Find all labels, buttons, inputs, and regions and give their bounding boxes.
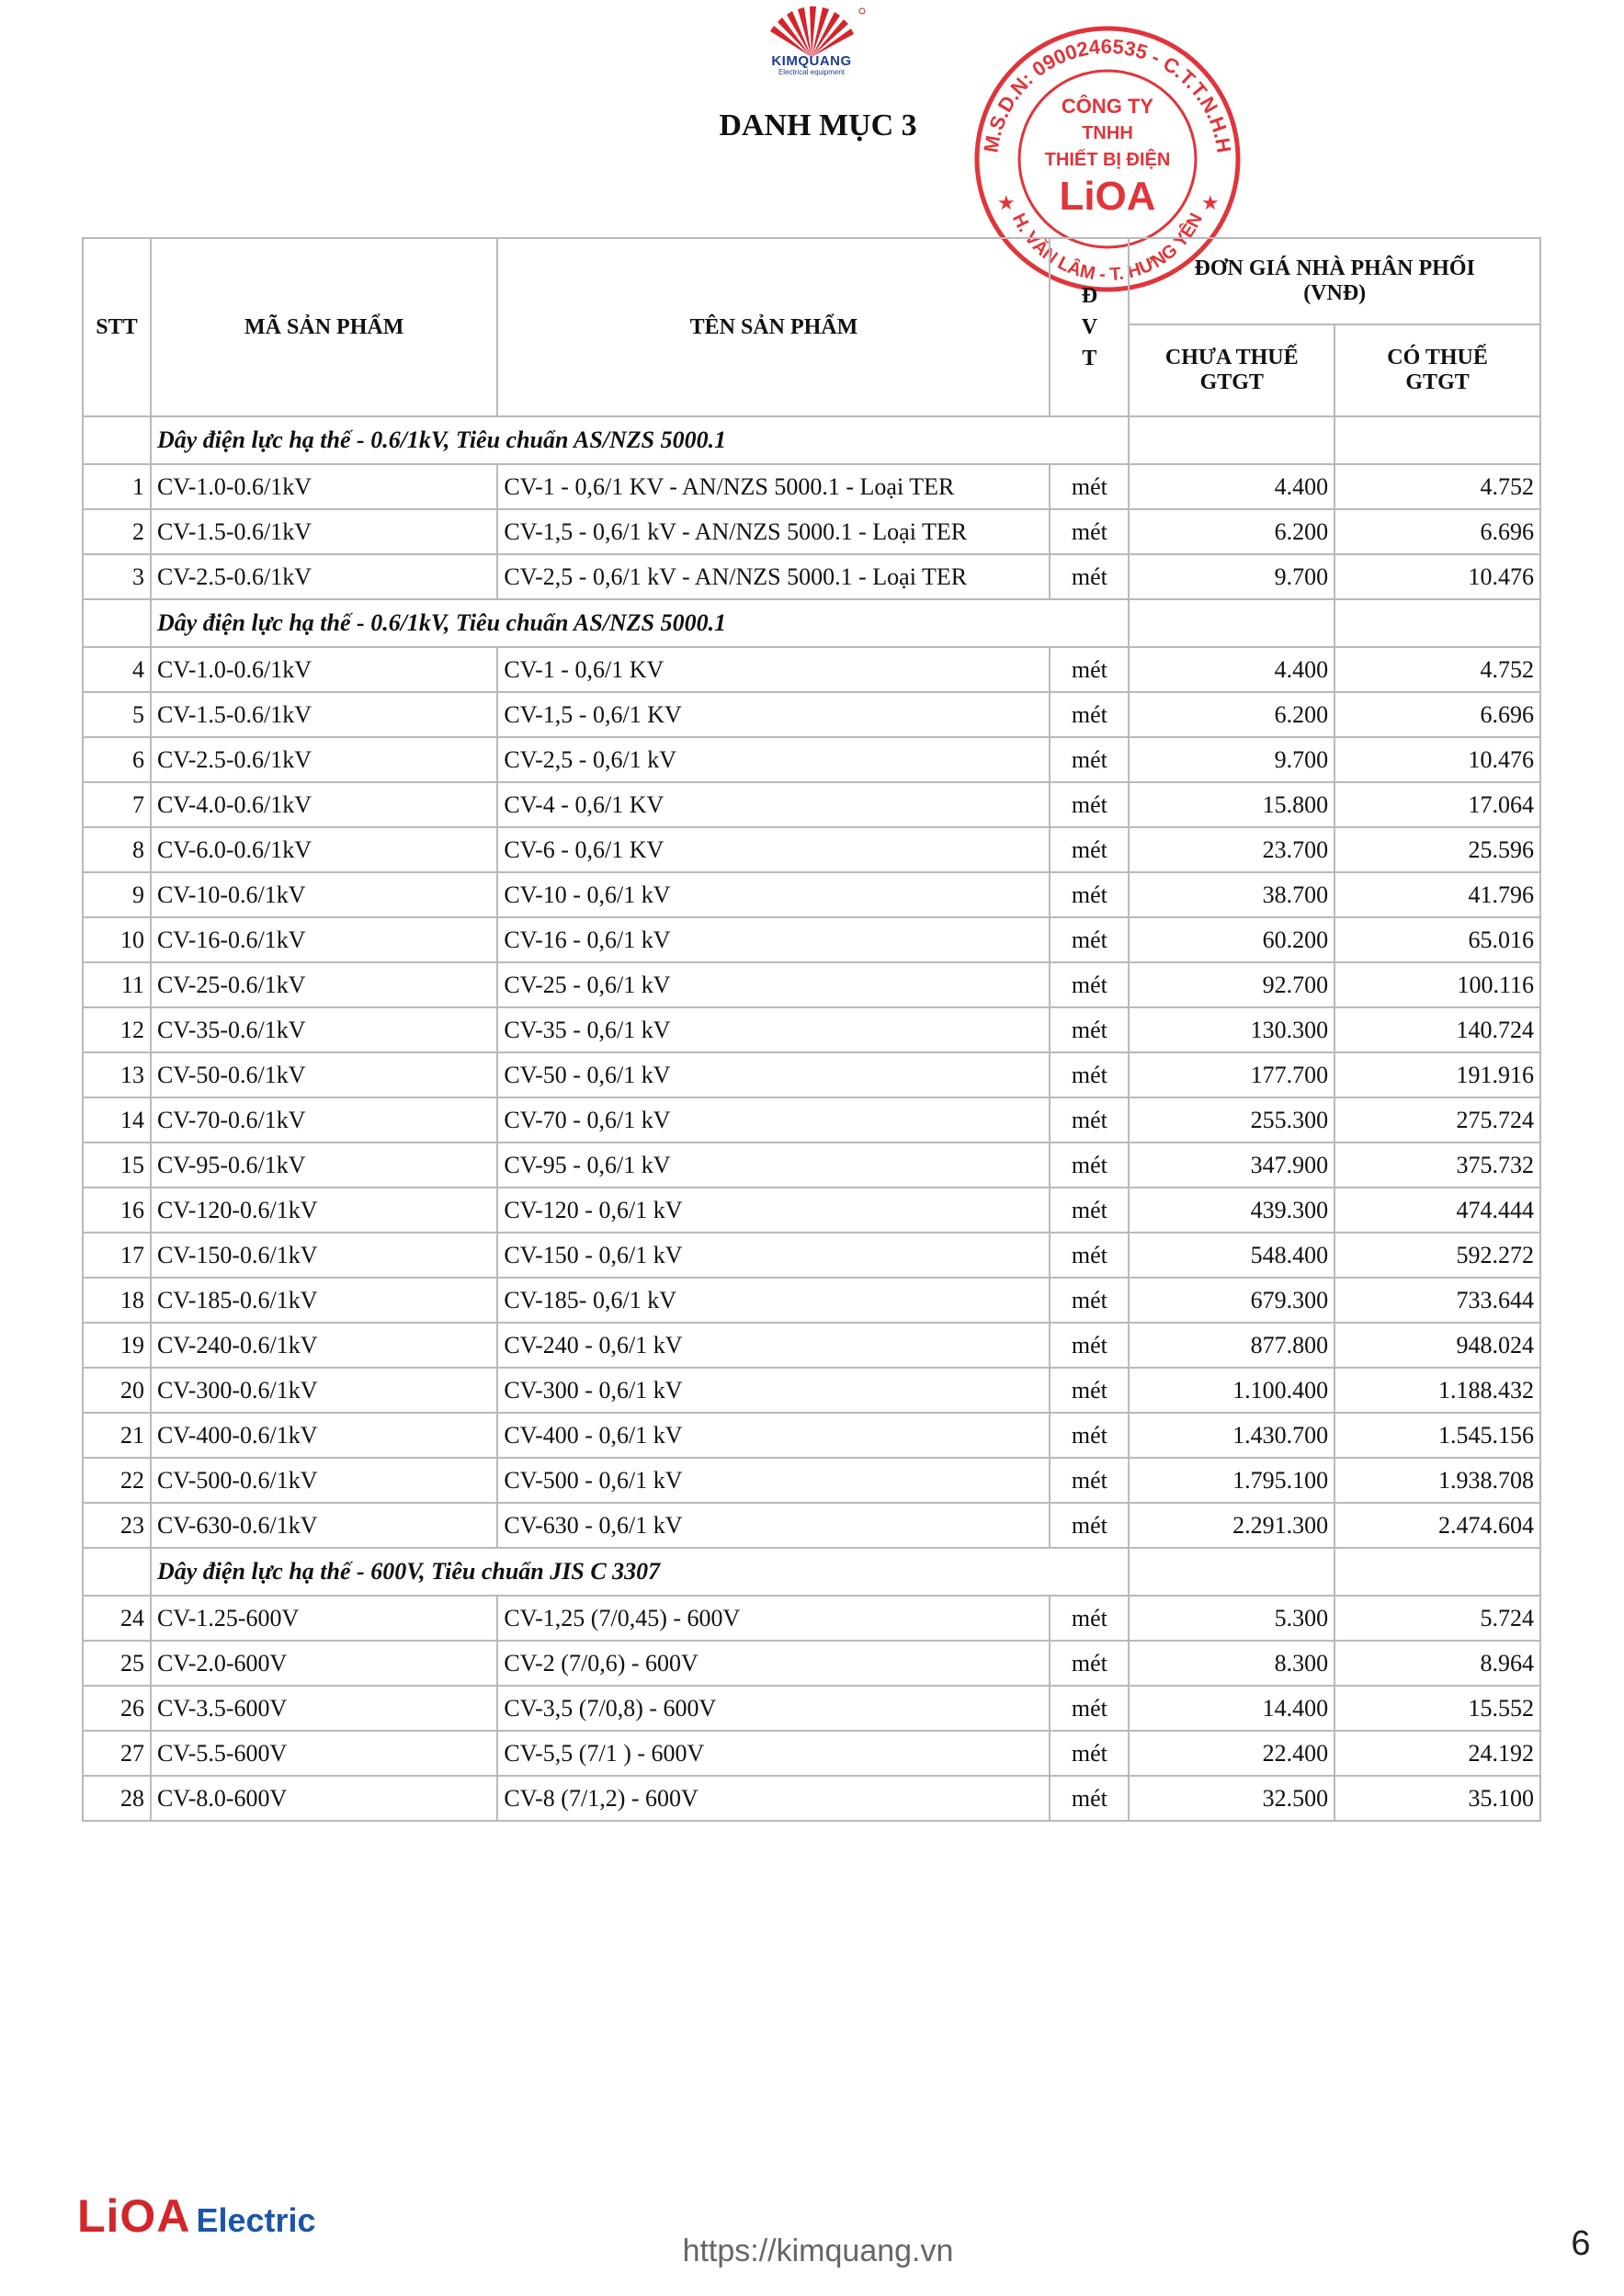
footer-url: https://kimquang.vn — [682, 2233, 954, 2268]
cell-name: CV-2,5 - 0,6/1 kV — [497, 737, 1050, 782]
cell-price-ex: 255.300 — [1129, 1097, 1334, 1142]
cell-code: CV-150-0.6/1kV — [151, 1233, 497, 1278]
cell-price-ex: 5.300 — [1129, 1596, 1334, 1641]
cell-unit: mét — [1050, 1368, 1129, 1413]
cell-stt: 27 — [83, 1731, 151, 1776]
cell-unit: mét — [1050, 782, 1129, 827]
cell-code: CV-1.25-600V — [151, 1596, 497, 1641]
cell-stt: 18 — [83, 1278, 151, 1323]
cell-name: CV-50 - 0,6/1 kV — [497, 1052, 1050, 1097]
cell-unit: mét — [1050, 1596, 1129, 1641]
cell-price-ex: 14.400 — [1129, 1686, 1334, 1731]
cell-unit: mét — [1050, 1278, 1129, 1323]
section-empty-cell — [1129, 416, 1334, 464]
cell-code: CV-70-0.6/1kV — [151, 1097, 497, 1142]
cell-name: CV-500 - 0,6/1 kV — [497, 1458, 1050, 1503]
cell-price-ex: 9.700 — [1129, 737, 1334, 782]
cell-stt: 2 — [83, 509, 151, 554]
section-empty-cell — [1334, 416, 1540, 464]
cell-stt: 11 — [83, 962, 151, 1007]
col-header-unit-line1: Đ — [1081, 284, 1098, 308]
table-row — [83, 1007, 1540, 1052]
cell-code: CV-5.5-600V — [151, 1731, 497, 1776]
cell-code: CV-400-0.6/1kV — [151, 1413, 497, 1458]
section-row — [83, 1548, 1540, 1596]
cell-name: CV-70 - 0,6/1 kV — [497, 1097, 1050, 1142]
cell-name: CV-5,5 (7/1 ) - 600V — [497, 1731, 1050, 1776]
cell-unit: mét — [1050, 1052, 1129, 1097]
cell-stt: 22 — [83, 1458, 151, 1503]
cell-price-ex: 679.300 — [1129, 1278, 1334, 1323]
cell-price-inc: 6.696 — [1334, 692, 1540, 737]
cell-name: CV-2,5 - 0,6/1 kV - AN/NZS 5000.1 - Loại TER — [497, 554, 1050, 599]
cell-stt: 8 — [83, 827, 151, 872]
cell-code: CV-630-0.6/1kV — [151, 1503, 497, 1548]
cell-price-ex: 32.500 — [1129, 1776, 1334, 1821]
cell-price-ex: 22.400 — [1129, 1731, 1334, 1776]
cell-stt: 5 — [83, 692, 151, 737]
col-header-unit — [1050, 238, 1129, 416]
cell-price-ex: 23.700 — [1129, 827, 1334, 872]
cell-price-ex: 1.795.100 — [1129, 1458, 1334, 1503]
cell-unit: mét — [1050, 509, 1129, 554]
table-row — [83, 1641, 1540, 1686]
section-empty-cell — [1334, 599, 1540, 647]
cell-unit: mét — [1050, 464, 1129, 509]
table-row — [83, 1052, 1540, 1097]
cell-code: CV-4.0-0.6/1kV — [151, 782, 497, 827]
kimquang-fan-icon — [752, 4, 871, 59]
cell-unit: mét — [1050, 917, 1129, 962]
svg-text:★: ★ — [997, 191, 1016, 214]
cell-stt: 3 — [83, 554, 151, 599]
cell-price-inc: 474.444 — [1334, 1188, 1540, 1233]
col-header-stt: STT — [83, 238, 151, 416]
table-row — [83, 782, 1540, 827]
col-header-name: TÊN SẢN PHẨM — [497, 238, 1050, 416]
cell-unit: mét — [1050, 554, 1129, 599]
cell-name: CV-4 - 0,6/1 KV — [497, 782, 1050, 827]
cell-price-inc: 24.192 — [1334, 1731, 1540, 1776]
cell-price-ex: 177.700 — [1129, 1052, 1334, 1097]
col-header-price-ex-line2: GTGT — [1199, 370, 1264, 394]
svg-text:TNHH: TNHH — [1082, 123, 1133, 143]
brand-electric: Electric — [196, 2201, 316, 2239]
cell-price-inc: 375.732 — [1334, 1142, 1540, 1188]
cell-code: CV-50-0.6/1kV — [151, 1052, 497, 1097]
cell-code: CV-300-0.6/1kV — [151, 1368, 497, 1413]
cell-price-inc: 1.188.432 — [1334, 1368, 1540, 1413]
table-row — [83, 509, 1540, 554]
svg-text:M.S.D.N: 0900246535 - C.T.T.N.: M.S.D.N: 0900246535 - C.T.T.N.H.H — [979, 34, 1236, 154]
cell-stt: 28 — [83, 1776, 151, 1821]
section-empty-cell — [1129, 1548, 1334, 1596]
cell-code: CV-25-0.6/1kV — [151, 962, 497, 1007]
cell-price-inc: 41.796 — [1334, 872, 1540, 917]
cell-code: CV-185-0.6/1kV — [151, 1278, 497, 1323]
cell-unit: mét — [1050, 1097, 1129, 1142]
cell-unit: mét — [1050, 1323, 1129, 1368]
cell-name: CV-10 - 0,6/1 kV — [497, 872, 1050, 917]
table-row — [83, 827, 1540, 872]
col-header-price-ex-line1: CHƯA THUẾ — [1164, 346, 1299, 369]
section-empty-cell — [83, 1548, 151, 1596]
cell-stt: 20 — [83, 1368, 151, 1413]
table-row — [83, 917, 1540, 962]
cell-stt: 25 — [83, 1641, 151, 1686]
cell-price-ex: 347.900 — [1129, 1142, 1334, 1188]
cell-unit: mét — [1050, 1458, 1129, 1503]
section-row — [83, 416, 1540, 464]
table-row — [83, 1142, 1540, 1188]
col-header-price-inc-line1: CÓ THUẾ — [1387, 346, 1488, 369]
cell-price-ex: 1.100.400 — [1129, 1368, 1334, 1413]
svg-text:H. VĂN LÂM - T. HƯNG YÊN: H. VĂN LÂM - T. HƯNG YÊN — [1007, 210, 1208, 286]
col-header-price-group: ĐƠN GIÁ NHÀ PHÂN PHỐI (VNĐ) — [1129, 238, 1540, 324]
cell-unit: mét — [1050, 1188, 1129, 1233]
cell-price-ex: 8.300 — [1129, 1641, 1334, 1686]
table-row — [83, 692, 1540, 737]
cell-unit: mét — [1050, 872, 1129, 917]
table-header-row — [83, 238, 1540, 324]
cell-unit: mét — [1050, 1686, 1129, 1731]
cell-code: CV-1.5-0.6/1kV — [151, 509, 497, 554]
cell-name: CV-35 - 0,6/1 kV — [497, 1007, 1050, 1052]
cell-price-ex: 439.300 — [1129, 1188, 1334, 1233]
table-row — [83, 554, 1540, 599]
svg-text:★: ★ — [1201, 191, 1220, 214]
logo-text: KIMQUANG — [771, 53, 852, 69]
cell-stt: 1 — [83, 464, 151, 509]
cell-name: CV-6 - 0,6/1 KV — [497, 827, 1050, 872]
cell-price-inc: 4.752 — [1334, 647, 1540, 692]
cell-price-inc: 275.724 — [1334, 1097, 1540, 1142]
cell-price-ex: 6.200 — [1129, 692, 1334, 737]
svg-text:THIẾT BỊ ĐIỆN: THIẾT BỊ ĐIỆN — [1044, 150, 1171, 170]
cell-code: CV-95-0.6/1kV — [151, 1142, 497, 1188]
cell-price-inc: 1.938.708 — [1334, 1458, 1540, 1503]
table-row — [83, 1731, 1540, 1776]
section-empty-cell — [1129, 599, 1334, 647]
cell-stt: 9 — [83, 872, 151, 917]
table-row — [83, 1503, 1540, 1548]
page-number: 6 — [1571, 2224, 1591, 2263]
section-row — [83, 599, 1540, 647]
section-label: Dây điện lực hạ thế - 0.6/1kV, Tiêu chuẩn AS/NZS 5000.1 — [151, 599, 1129, 647]
cell-price-inc: 10.476 — [1334, 737, 1540, 782]
cell-stt: 23 — [83, 1503, 151, 1548]
cell-name: CV-630 - 0,6/1 kV — [497, 1503, 1050, 1548]
table-row — [83, 737, 1540, 782]
cell-code: CV-120-0.6/1kV — [151, 1188, 497, 1233]
cell-stt: 15 — [83, 1142, 151, 1188]
cell-unit: mét — [1050, 1413, 1129, 1458]
cell-name: CV-3,5 (7/0,8) - 600V — [497, 1686, 1050, 1731]
cell-unit: mét — [1050, 1233, 1129, 1278]
cell-price-ex: 92.700 — [1129, 962, 1334, 1007]
cell-price-ex: 2.291.300 — [1129, 1503, 1334, 1548]
cell-name: CV-95 - 0,6/1 kV — [497, 1142, 1050, 1188]
cell-code: CV-35-0.6/1kV — [151, 1007, 497, 1052]
cell-price-inc: 65.016 — [1334, 917, 1540, 962]
cell-code: CV-240-0.6/1kV — [151, 1323, 497, 1368]
table-row — [83, 1233, 1540, 1278]
cell-stt: 17 — [83, 1233, 151, 1278]
cell-price-ex: 130.300 — [1129, 1007, 1334, 1052]
cell-price-inc: 17.064 — [1334, 782, 1540, 827]
cell-stt: 13 — [83, 1052, 151, 1097]
cell-code: CV-2.5-0.6/1kV — [151, 737, 497, 782]
cell-name: CV-2 (7/0,6) - 600V — [497, 1641, 1050, 1686]
cell-stt: 19 — [83, 1323, 151, 1368]
cell-price-inc: 6.696 — [1334, 509, 1540, 554]
cell-name: CV-8 (7/1,2) - 600V — [497, 1776, 1050, 1821]
cell-unit: mét — [1050, 647, 1129, 692]
section-label: Dây điện lực hạ thế - 0.6/1kV, Tiêu chuẩn AS/NZS 5000.1 — [151, 416, 1129, 464]
cell-price-inc: 948.024 — [1334, 1323, 1540, 1368]
cell-price-ex: 4.400 — [1129, 647, 1334, 692]
cell-unit: mét — [1050, 1503, 1129, 1548]
cell-price-ex: 9.700 — [1129, 554, 1334, 599]
cell-price-ex: 877.800 — [1129, 1323, 1334, 1368]
svg-text:CÔNG TY: CÔNG TY — [1061, 95, 1154, 118]
cell-price-inc: 100.116 — [1334, 962, 1540, 1007]
col-header-code: MÃ SẢN PHẨM — [151, 238, 497, 416]
cell-stt: 16 — [83, 1188, 151, 1233]
col-header-unit-line2: V — [1081, 315, 1098, 339]
cell-price-inc: 4.752 — [1334, 464, 1540, 509]
cell-price-inc: 1.545.156 — [1334, 1413, 1540, 1458]
cell-stt: 6 — [83, 737, 151, 782]
cell-unit: mét — [1050, 1776, 1129, 1821]
cell-name: CV-120 - 0,6/1 kV — [497, 1188, 1050, 1233]
cell-name: CV-300 - 0,6/1 kV — [497, 1368, 1050, 1413]
table-body — [83, 416, 1540, 1821]
cell-stt: 12 — [83, 1007, 151, 1052]
table-row — [83, 1188, 1540, 1233]
cell-name: CV-1,25 (7/0,45) - 600V — [497, 1596, 1050, 1641]
col-header-price-inc-line2: GTGT — [1405, 370, 1470, 394]
table-row — [83, 1776, 1540, 1821]
section-label: Dây điện lực hạ thế - 600V, Tiêu chuẩn JIS C 3307 — [151, 1548, 1129, 1596]
cell-name: CV-400 - 0,6/1 kV — [497, 1413, 1050, 1458]
svg-text:LiOA: LiOA — [1059, 174, 1156, 219]
cell-name: CV-150 - 0,6/1 kV — [497, 1233, 1050, 1278]
cell-price-inc: 140.724 — [1334, 1007, 1540, 1052]
cell-stt: 14 — [83, 1097, 151, 1142]
cell-code: CV-16-0.6/1kV — [151, 917, 497, 962]
table-row — [83, 1686, 1540, 1731]
cell-price-ex: 60.200 — [1129, 917, 1334, 962]
cell-code: CV-2.5-0.6/1kV — [151, 554, 497, 599]
col-header-price-inc — [1334, 324, 1540, 416]
cell-price-inc: 733.644 — [1334, 1278, 1540, 1323]
cell-price-inc: 5.724 — [1334, 1596, 1540, 1641]
col-header-unit-line3: T — [1082, 347, 1097, 370]
cell-name: CV-1,5 - 0,6/1 kV - AN/NZS 5000.1 - Loại TER — [497, 509, 1050, 554]
cell-price-ex: 1.430.700 — [1129, 1413, 1334, 1458]
table-row — [83, 464, 1540, 509]
table-row — [83, 1413, 1540, 1458]
section-empty-cell — [83, 599, 151, 647]
cell-price-inc: 25.596 — [1334, 827, 1540, 872]
cell-price-inc: 191.916 — [1334, 1052, 1540, 1097]
cell-price-inc: 15.552 — [1334, 1686, 1540, 1731]
footer-brand-logo — [77, 2189, 316, 2245]
cell-price-ex: 548.400 — [1129, 1233, 1334, 1278]
cell-stt: 26 — [83, 1686, 151, 1731]
cell-code: CV-8.0-600V — [151, 1776, 497, 1821]
cell-price-inc: 35.100 — [1334, 1776, 1540, 1821]
table-row — [83, 962, 1540, 1007]
cell-code: CV-2.0-600V — [151, 1641, 497, 1686]
cell-code: CV-3.5-600V — [151, 1686, 497, 1731]
cell-code: CV-1.0-0.6/1kV — [151, 647, 497, 692]
cell-code: CV-1.0-0.6/1kV — [151, 464, 497, 509]
cell-unit: mét — [1050, 827, 1129, 872]
section-empty-cell — [1334, 1548, 1540, 1596]
page-title: DANH MỤC 3 — [719, 108, 917, 142]
cell-code: CV-1.5-0.6/1kV — [151, 692, 497, 737]
cell-unit: mét — [1050, 1641, 1129, 1686]
cell-price-ex: 38.700 — [1129, 872, 1334, 917]
cell-name: CV-1 - 0,6/1 KV — [497, 647, 1050, 692]
table-row — [83, 1097, 1540, 1142]
table-row — [83, 1368, 1540, 1413]
logo-subtitle: Electrical equipment — [778, 68, 846, 76]
cell-stt: 21 — [83, 1413, 151, 1458]
cell-stt: 4 — [83, 647, 151, 692]
cell-name: CV-240 - 0,6/1 kV — [497, 1323, 1050, 1368]
cell-price-inc: 8.964 — [1334, 1641, 1540, 1686]
cell-unit: mét — [1050, 1731, 1129, 1776]
cell-unit: mét — [1050, 1142, 1129, 1188]
cell-name: CV-1 - 0,6/1 KV - AN/NZS 5000.1 - Loại TER — [497, 464, 1050, 509]
price-table — [82, 237, 1541, 1822]
cell-stt: 24 — [83, 1596, 151, 1641]
cell-price-inc: 2.474.604 — [1334, 1503, 1540, 1548]
cell-code: CV-500-0.6/1kV — [151, 1458, 497, 1503]
cell-name: CV-185- 0,6/1 kV — [497, 1278, 1050, 1323]
cell-price-ex: 6.200 — [1129, 509, 1334, 554]
cell-price-inc: 10.476 — [1334, 554, 1540, 599]
table-row — [83, 872, 1540, 917]
cell-name: CV-16 - 0,6/1 kV — [497, 917, 1050, 962]
col-header-price-ex — [1129, 324, 1334, 416]
cell-name: CV-1,5 - 0,6/1 KV — [497, 692, 1050, 737]
cell-price-ex: 15.800 — [1129, 782, 1334, 827]
table-row — [83, 1278, 1540, 1323]
cell-unit: mét — [1050, 962, 1129, 1007]
table-row — [83, 1596, 1540, 1641]
cell-stt: 10 — [83, 917, 151, 962]
cell-code: CV-6.0-0.6/1kV — [151, 827, 497, 872]
cell-unit: mét — [1050, 692, 1129, 737]
table-row — [83, 647, 1540, 692]
cell-unit: mét — [1050, 1007, 1129, 1052]
cell-price-inc: 592.272 — [1334, 1233, 1540, 1278]
brand-lioa: LiOA — [77, 2190, 191, 2242]
table-row — [83, 1323, 1540, 1368]
table-row — [83, 1458, 1540, 1503]
cell-unit: mét — [1050, 737, 1129, 782]
cell-stt: 7 — [83, 782, 151, 827]
cell-code: CV-10-0.6/1kV — [151, 872, 497, 917]
cell-price-ex: 4.400 — [1129, 464, 1334, 509]
section-empty-cell — [83, 416, 151, 464]
cell-name: CV-25 - 0,6/1 kV — [497, 962, 1050, 1007]
